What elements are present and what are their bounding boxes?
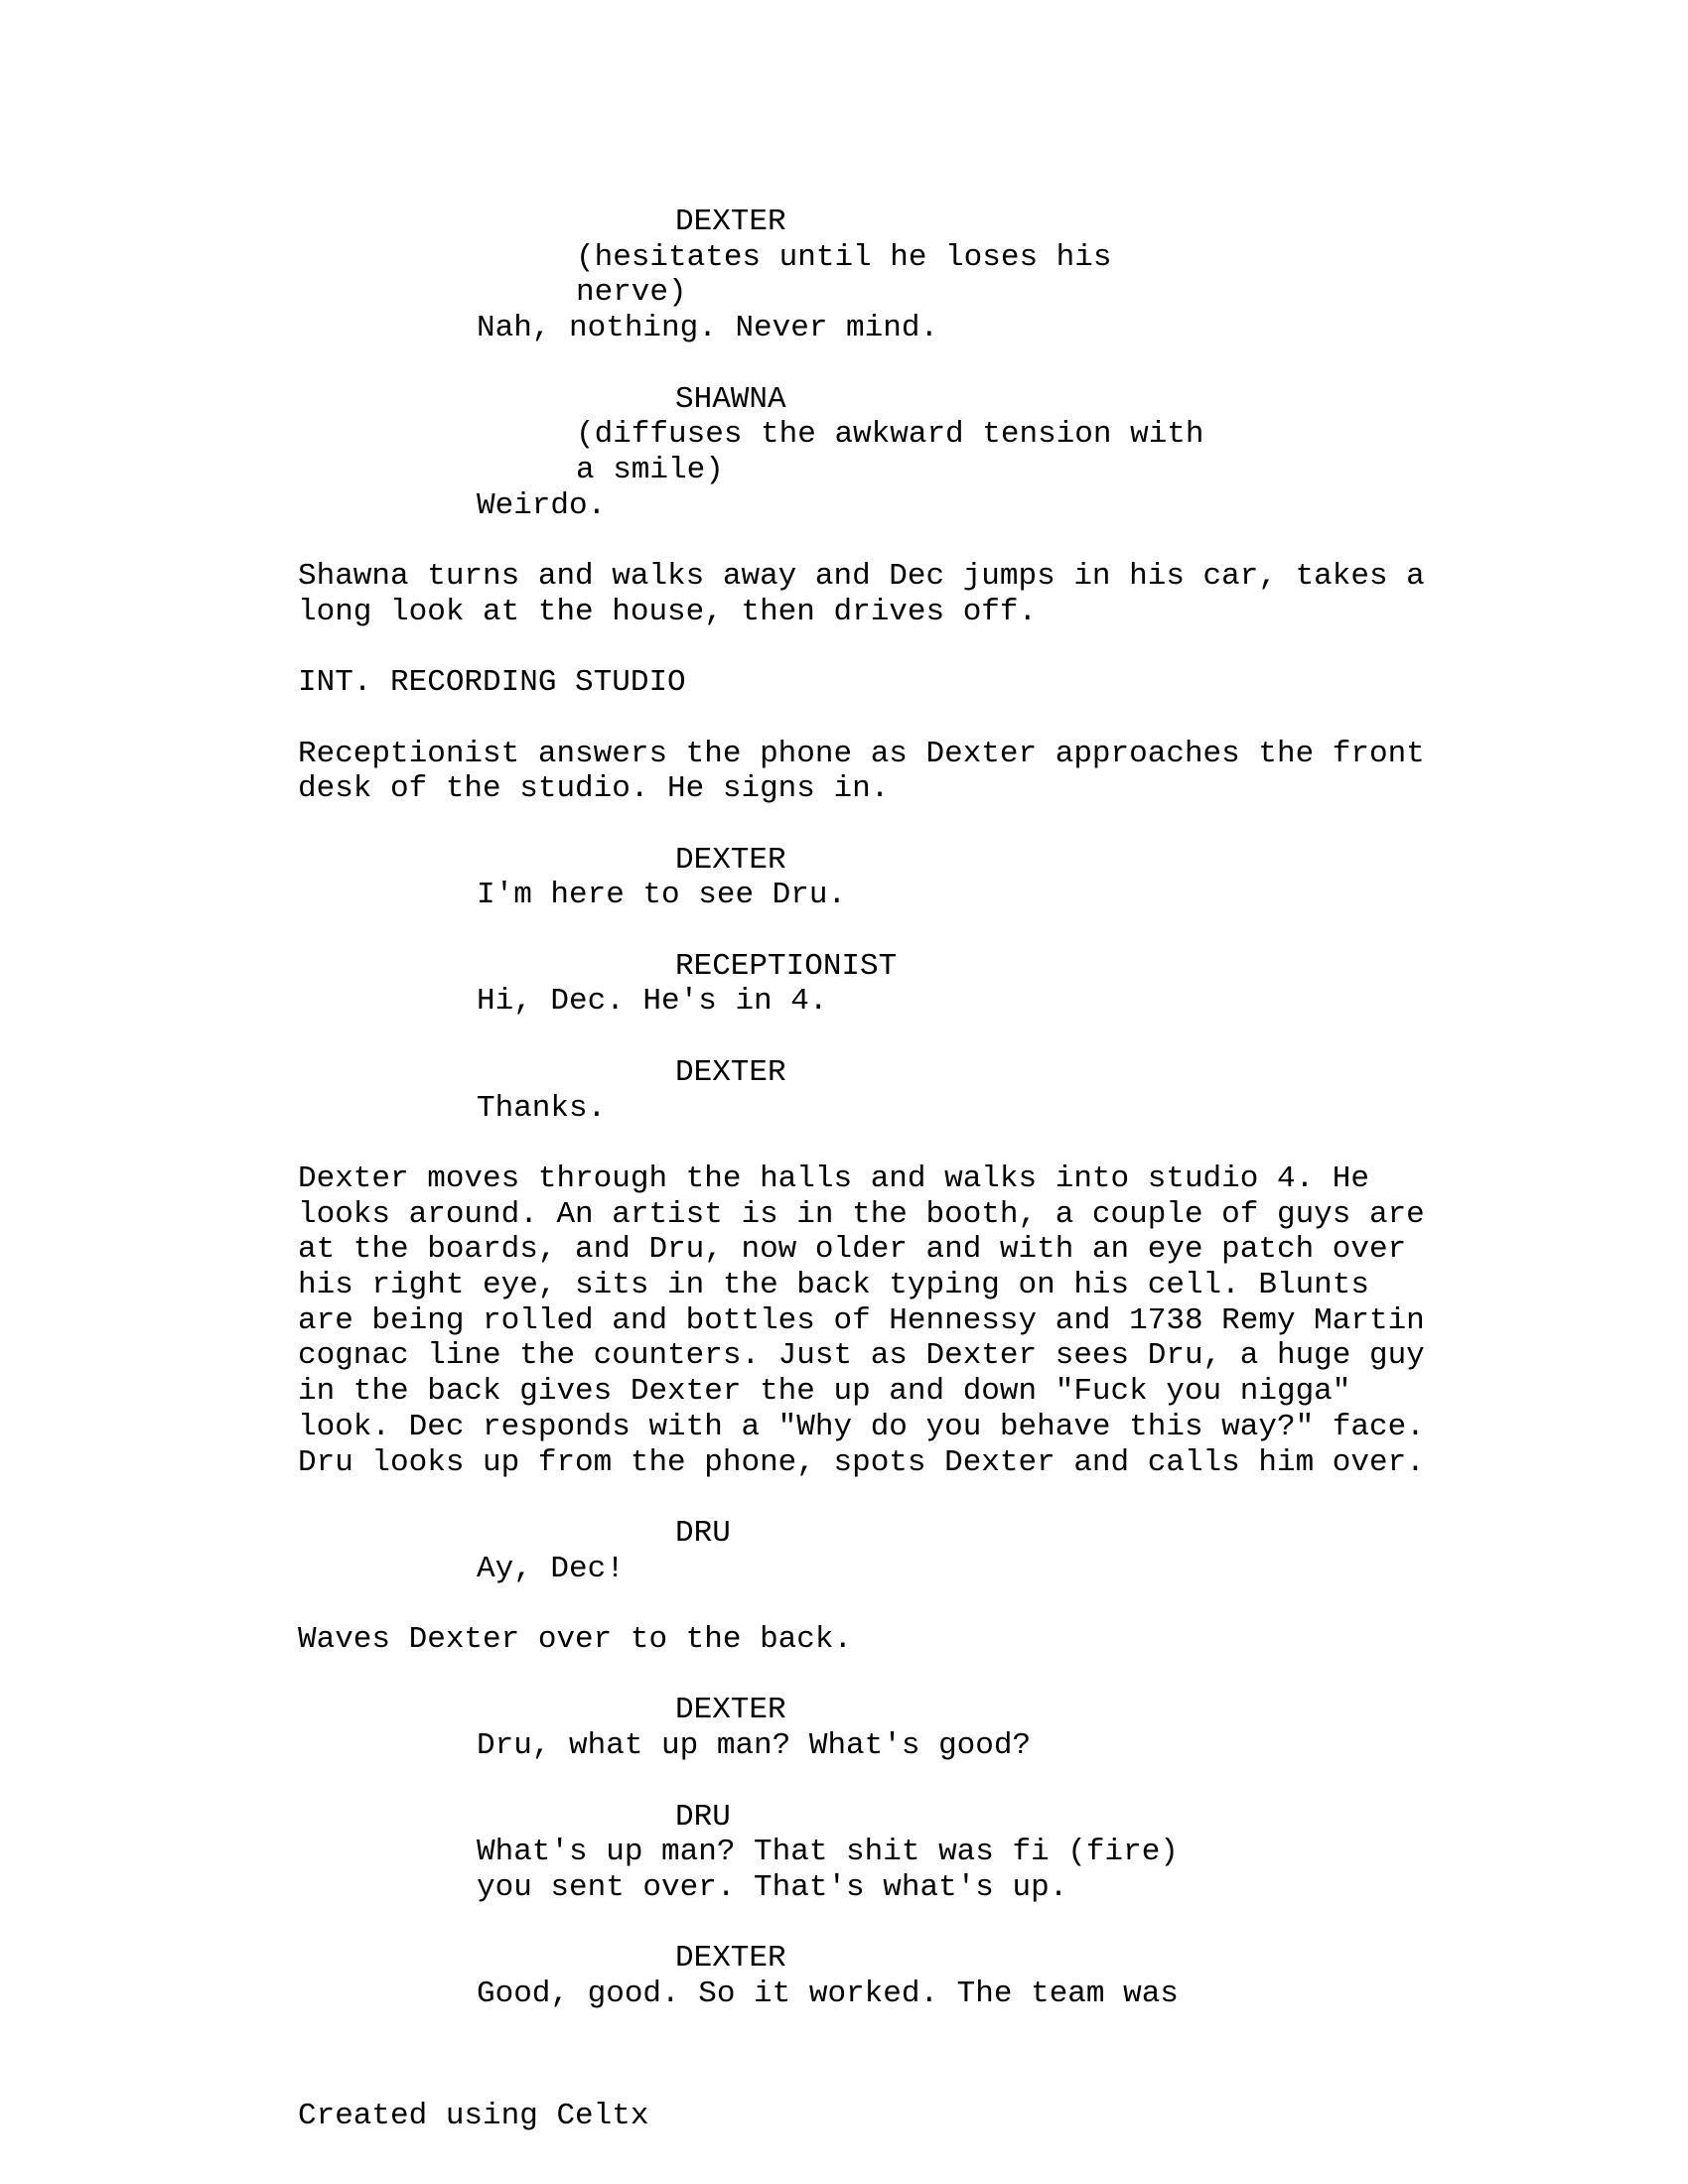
scene-heading: INT. RECORDING STUDIO — [298, 665, 686, 701]
dialogue-line: Dru, what up man? What's good? — [477, 1728, 1032, 1764]
character-name: DEXTER — [675, 842, 786, 878]
action-line: look. Dec responds with a "Why do you behave this way?" face. — [298, 1409, 1425, 1444]
dialogue-line: Hi, Dec. He's in 4. — [477, 984, 828, 1020]
character-name: SHAWNA — [675, 381, 786, 417]
paren-line: a smile) — [576, 452, 724, 487]
footer-credit: Created using Celtx — [298, 2099, 649, 2133]
action-line: looks around. An artist is in the booth, a couple of guys are — [298, 1196, 1425, 1232]
paren-line: (diffuses the awkward tension with — [576, 417, 1204, 453]
paren-line: nerve) — [576, 275, 687, 311]
dialogue-line: What's up man? That shit was fi (fire) — [477, 1835, 1179, 1870]
character-name: DRU — [675, 1799, 731, 1835]
action-line: Receptionist answers the phone as Dexter approaches the front — [298, 736, 1425, 771]
character-name: DEXTER — [675, 1054, 786, 1090]
action-line: cognac line the counters. Just as Dexter sees Dru, a huge guy — [298, 1338, 1425, 1374]
action-line: Waves Dexter over to the back. — [298, 1622, 853, 1657]
action-line: Dexter moves through the halls and walks into studio 4. He — [298, 1160, 1369, 1196]
dialogue-line: Thanks. — [477, 1090, 607, 1126]
character-name: DEXTER — [675, 1693, 786, 1728]
dialogue-line: you sent over. That's what's up. — [477, 1869, 1068, 1905]
character-name: DRU — [675, 1515, 731, 1551]
dialogue-line: I'm here to see Dru. — [477, 878, 847, 913]
character-name: DEXTER — [675, 205, 786, 239]
action-line: are being rolled and bottles of Hennessy and 1738 Remy Martin — [298, 1302, 1425, 1338]
character-name: DEXTER — [675, 1941, 786, 1977]
dialogue-line: Nah, nothing. Never mind. — [477, 311, 939, 346]
action-line: his right eye, sits in the back typing on his cell. Blunts — [298, 1268, 1369, 1302]
character-name: RECEPTIONIST — [675, 948, 898, 984]
dialogue-line: Ay, Dec! — [477, 1551, 625, 1586]
action-line: desk of the studio. He signs in. — [298, 771, 890, 807]
dialogue-line: Weirdo. — [477, 487, 607, 523]
action-line: in the back gives Dexter the up and down "Fuck you nigga" — [298, 1374, 1351, 1410]
dialogue-line: Good, good. So it worked. The team was — [477, 1977, 1179, 2011]
action-line: at the boards, and Dru, now older and with an eye patch over — [298, 1232, 1407, 1268]
action-line: Dru looks up from the phone, spots Dexter and calls him over. — [298, 1444, 1425, 1480]
action-line: Shawna turns and walks away and Dec jumps in his car, takes a — [298, 559, 1425, 594]
paren-line: (hesitates until he loses his — [576, 239, 1112, 275]
action-line: long look at the house, then drives off. — [298, 594, 1038, 629]
